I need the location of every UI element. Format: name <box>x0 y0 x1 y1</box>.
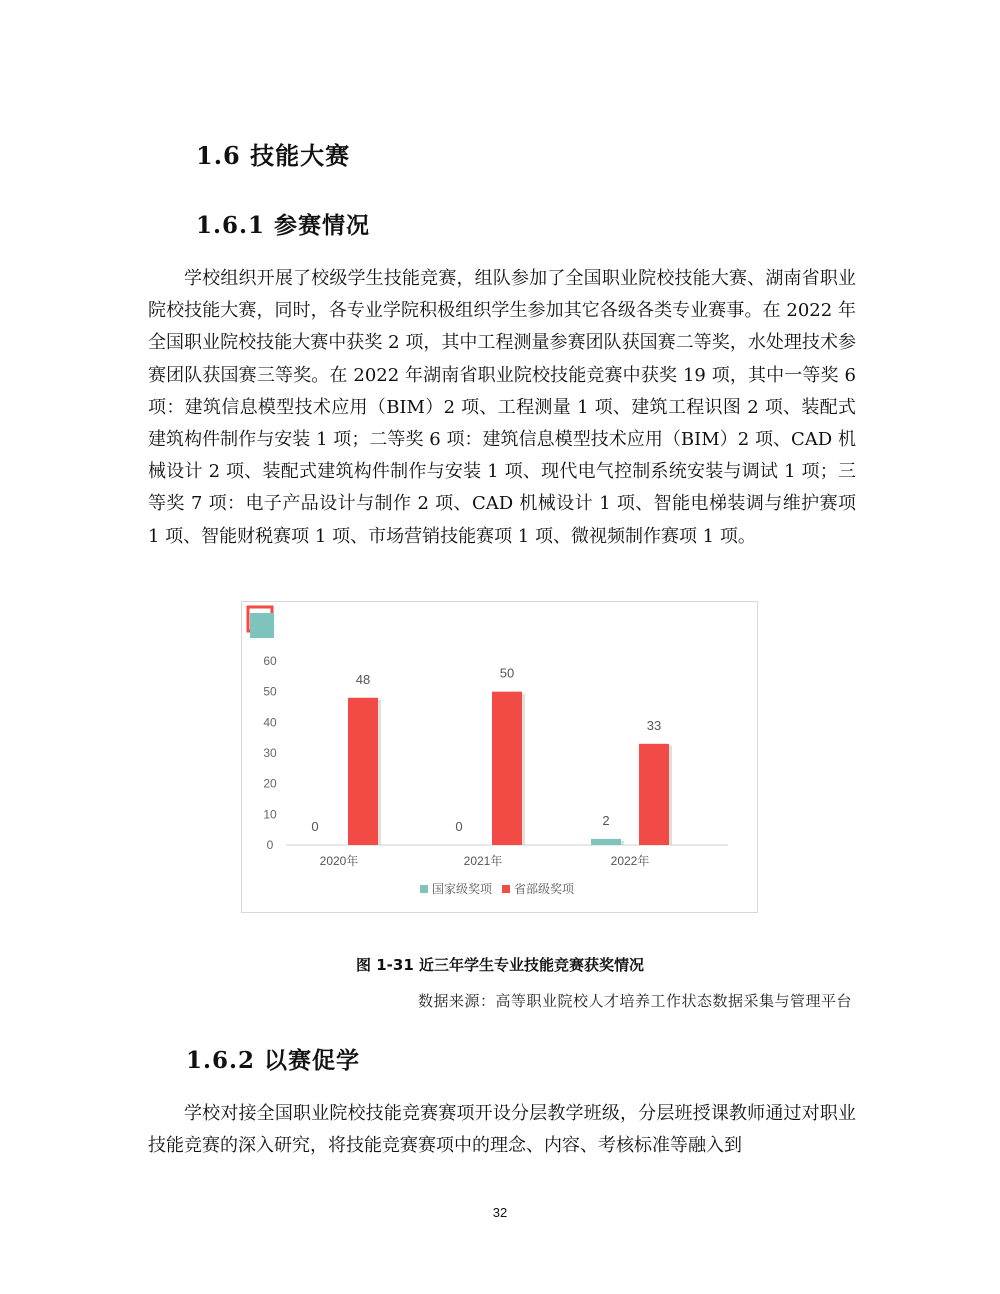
bar-value-label: 2 <box>602 812 610 828</box>
bar <box>639 744 669 845</box>
bar <box>348 698 378 845</box>
y-tick-label: 0 <box>266 838 274 852</box>
corner-mark-teal <box>250 613 274 638</box>
bar-value-label: 50 <box>499 665 515 681</box>
awards-bar-chart <box>241 601 758 913</box>
y-tick-label: 60 <box>263 654 277 668</box>
y-tick-label: 20 <box>263 776 277 791</box>
bar-value-label: 33 <box>646 717 662 733</box>
x-tick-label: 2022年 <box>610 854 650 868</box>
bar-value-label: 0 <box>311 819 319 834</box>
bar <box>591 839 621 845</box>
bar-value-label: 0 <box>455 819 463 834</box>
section-heading: 1.6 技能大赛 <box>196 141 351 170</box>
legend-label: 国家级奖项 <box>432 882 493 896</box>
chart-canvas <box>242 602 759 914</box>
legend-label: 省部级奖项 <box>514 882 575 896</box>
y-tick-label: 30 <box>263 746 277 760</box>
data-source-note: 数据来源：高等职业院校人才培养工作状态数据采集与管理平台 <box>417 992 852 1010</box>
page-number: 32 <box>492 1205 508 1220</box>
x-tick-label: 2021年 <box>463 854 503 868</box>
bar-value-label: 48 <box>355 671 371 687</box>
y-tick-label: 10 <box>263 807 277 822</box>
y-tick-label: 40 <box>263 715 277 730</box>
subsection-heading-learning: 1.6.2 以赛促学 <box>186 1047 361 1074</box>
subsection-heading-participation: 1.6.1 参赛情况 <box>196 212 371 239</box>
body-paragraph: 学校组织开展了校级学生技能竞赛，组队参加了全国职业院校技能大赛、湖南省职业院校技能大赛，同时，各专业学院积极组织学生参加其它各级各类专业赛事。在 2022 年全国职业院校技能大赛中获奖 2 项，其中工程测量参赛团队获国赛二等奖，水处理技术参赛团队获国赛三等奖。在 2022 年湖南省职业院校技能竞赛中获奖 19 项，其中一等奖 6 项：建筑信息模型技术应用（BIM）2 项、工程测量 1 项、建筑工程识图 2 项、装配式建筑构件制作与安装 1 项；二等奖 6 项：建筑信息模型技术应用（BIM）2 项、CAD 机械设计 2 项、装配式建筑构件制作与安装 1 项、现代电气控制系统安装与调试 1 项；三等奖 7 项：电子产品设计与制作 2 项、CAD 机械设计 1 项、智能电梯装调与维护赛项 1 项、智能财税赛项 1 项、市场营销技能赛项 1 项、微视频制作赛项 1 项。 <box>148 268 856 547</box>
legend-swatch <box>420 885 428 893</box>
body-paragraph-2: 学校对接全国职业院校技能竞赛赛项开设分层教学班级，分层班授课教师通过对职业技能竞赛的深入研究，将技能竞赛赛项中的理念、内容、考核标准等融入到 <box>148 1103 856 1157</box>
bar <box>492 692 522 845</box>
figure-caption: 图 1-31 近三年学生专业技能竞赛获奖情况 <box>356 956 644 974</box>
y-tick-label: 50 <box>263 684 277 699</box>
x-tick-label: 2020年 <box>319 854 359 868</box>
chart-corner-mark <box>248 607 274 638</box>
legend-swatch <box>502 885 510 893</box>
